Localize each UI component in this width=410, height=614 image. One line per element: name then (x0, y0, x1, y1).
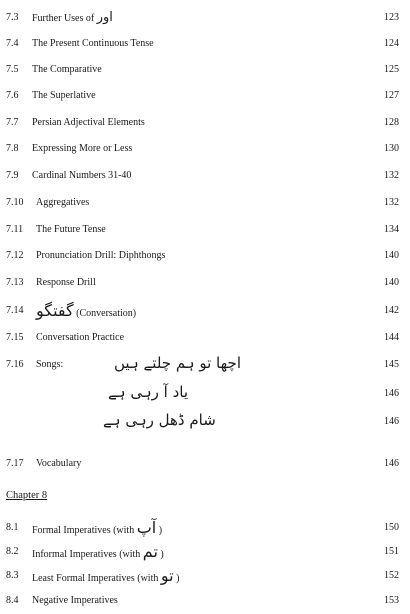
entry-page: 146 (384, 388, 399, 399)
urdu-word: تم (142, 542, 158, 561)
entry-page: 153 (384, 595, 399, 606)
entry-number: 7.4 (6, 38, 19, 49)
urdu-word: آپ (136, 518, 157, 537)
toc-entry (6, 222, 399, 238)
entry-title: The Comparative (32, 64, 102, 75)
entry-page: 142 (384, 305, 399, 316)
entry-title: Persian Adjectival Elements (32, 117, 145, 128)
entry-number: 7.6 (6, 90, 19, 101)
entry-title: Response Drill (36, 277, 96, 288)
entry-title: Vocabulary (36, 458, 82, 469)
toc-entry (6, 566, 399, 586)
entry-number: 7.8 (6, 143, 19, 154)
toc-entry (6, 518, 399, 538)
entry-title: The Present Continuous Tense (32, 38, 154, 49)
toc-entry (6, 456, 399, 472)
entry-page: 132 (384, 197, 399, 208)
song-page-row (6, 414, 399, 430)
entry-title: گفتگو (Conversation) (36, 301, 137, 320)
entry-title: Cardinal Numbers 31-40 (32, 170, 132, 181)
urdu-word: اور (96, 10, 113, 25)
entry-page: 144 (384, 332, 399, 343)
toc-entry (6, 542, 399, 562)
entry-number: 8.2 (6, 546, 19, 557)
entry-page: 140 (384, 250, 399, 261)
song-title: یاد آ رہی ہے (108, 383, 189, 401)
song-page-row (6, 386, 399, 402)
entry-number: 8.1 (6, 522, 19, 533)
toc-entry (6, 62, 399, 78)
toc-entry (6, 301, 399, 321)
toc-entry (6, 10, 399, 26)
urdu-word: تو (160, 566, 174, 585)
entry-page: 127 (384, 90, 399, 101)
entry-page: 151 (384, 546, 399, 557)
toc-entry (6, 168, 399, 184)
entry-number: 7.16 (6, 359, 24, 370)
toc-entry (6, 248, 399, 264)
entry-title: Aggregatives (36, 197, 90, 208)
toc-entry (6, 330, 399, 346)
entry-page: 123 (384, 12, 399, 23)
entry-number: 7.14 (6, 305, 24, 316)
entry-number: 7.13 (6, 277, 24, 288)
chapter-heading: Chapter 8 (6, 490, 48, 501)
entry-page: 132 (384, 170, 399, 181)
urdu-word: گفتگو (36, 301, 74, 320)
song-title: اچھا تو ہم چلتے ہیں (114, 354, 241, 372)
entry-page: 125 (384, 64, 399, 75)
entry-title: Pronunciation Drill: Diphthongs (36, 250, 166, 261)
entry-title: Negative Imperatives (32, 595, 118, 606)
toc-entry (6, 593, 399, 609)
entry-page: 128 (384, 117, 399, 128)
entry-page: 145 (384, 359, 399, 370)
entry-title: Formal Imperatives (with آپ ) (32, 518, 163, 537)
toc-entry (6, 195, 399, 211)
entry-title: Further Uses of اور (32, 10, 113, 25)
entry-title: The Superlative (32, 90, 96, 101)
entry-title: Conversation Practice (36, 332, 125, 343)
entry-page: 134 (384, 224, 399, 235)
entry-number: 7.3 (6, 12, 19, 23)
entry-title: Expressing More or Less (32, 143, 133, 154)
entry-number: 8.3 (6, 570, 19, 581)
entry-title: Informal Imperatives (with تم ) (32, 542, 164, 561)
entry-number: 7.11 (6, 224, 24, 235)
entry-number: 7.9 (6, 170, 19, 181)
toc-entry (6, 36, 399, 52)
entry-number: 7.17 (6, 458, 24, 469)
entry-page: 150 (384, 522, 399, 533)
entry-title: The Future Tense (36, 224, 106, 235)
entry-page: 140 (384, 277, 399, 288)
entry-number: 8.4 (6, 595, 19, 606)
toc-entry (6, 115, 399, 131)
entry-number: 7.15 (6, 332, 24, 343)
toc-entry (6, 88, 399, 104)
entry-page: 146 (384, 458, 399, 469)
entry-page: 146 (384, 416, 399, 427)
entry-page: 152 (384, 570, 399, 581)
entry-page: 124 (384, 38, 399, 49)
toc-entry (6, 275, 399, 291)
entry-number: 7.10 (6, 197, 24, 208)
entry-number: 7.12 (6, 250, 24, 261)
song-title: شام ڈھل رہی ہے (103, 411, 216, 429)
entry-page: 130 (384, 143, 399, 154)
toc-entry (6, 141, 399, 157)
entry-number: 7.7 (6, 117, 19, 128)
entry-title: Least Formal Imperatives (with تو ) (32, 566, 180, 585)
entry-title: Songs: (36, 359, 64, 370)
entry-number: 7.5 (6, 64, 19, 75)
